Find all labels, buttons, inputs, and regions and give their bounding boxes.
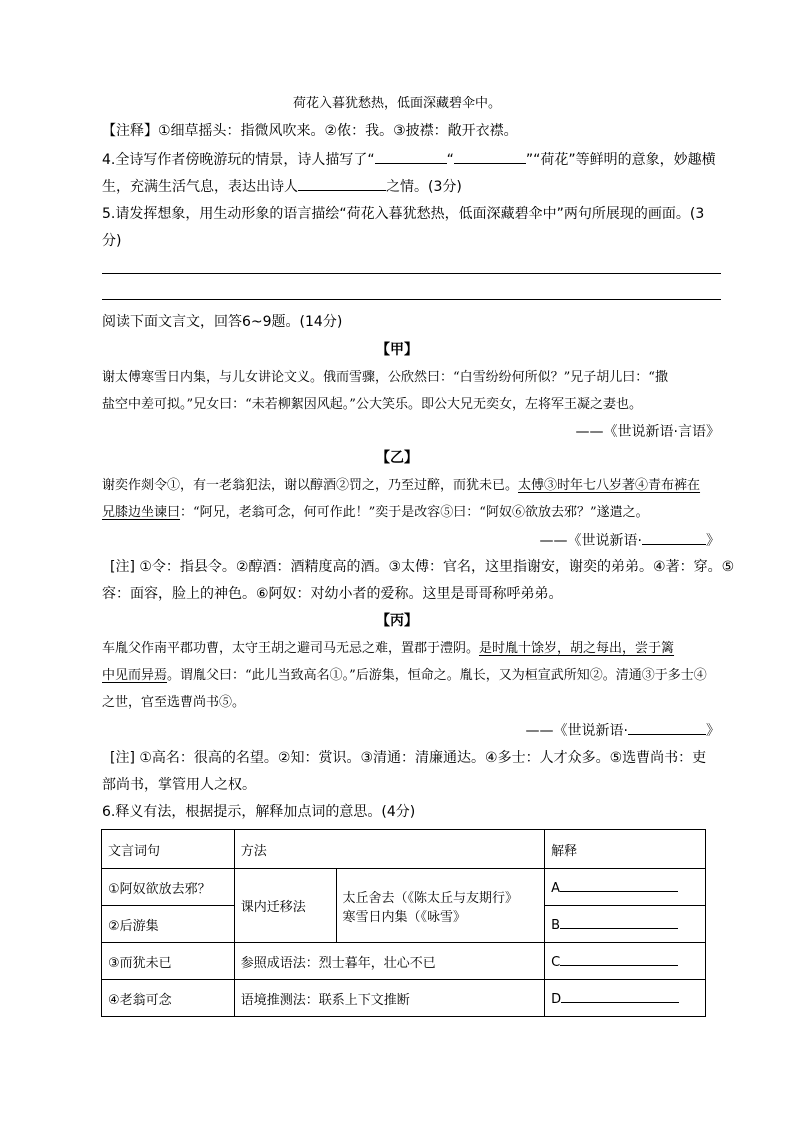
method-cell: 语境推测法：联系上下文推断: [234, 980, 544, 1017]
question-6-stem: 6.释义有法，根据提示，解释加点词的意思。(4分): [102, 804, 416, 820]
phrase-cell: ①阿奴欲放去邪？: [102, 869, 235, 906]
passage-bing-note1: [注] ①高名：很高的名望。②知：赏识。③清通：清廉通达。④多士：人才众多。⑤选曹尚书：吏: [110, 750, 707, 766]
q4-blank-3[interactable]: [298, 176, 386, 191]
answer-cell[interactable]: [545, 869, 706, 906]
table-row: [102, 980, 706, 1017]
q4-text-b: “: [446, 152, 454, 168]
phrase-cell: ②后游集: [102, 906, 235, 943]
q4-text-e: 之情。(3分): [386, 179, 462, 195]
passage-yi-note2: 容：面容，脸上的神色。⑥阿奴：对幼小者的爱称。这里是哥哥称呼弟弟。: [102, 586, 563, 602]
table-header-row: [102, 830, 706, 869]
answer-label: C: [551, 954, 561, 970]
transfer-example-2: 寒雪日内集（《咏雪》: [342, 909, 467, 925]
q4-blank-2[interactable]: [454, 149, 526, 164]
passage-jia-heading: 【甲】: [376, 342, 418, 358]
passage-jia-source: ——《世说新语·言语》: [575, 424, 720, 440]
bing-source-blank[interactable]: [628, 720, 706, 735]
answer-label: B: [551, 917, 560, 933]
reading-intro: 阅读下面文言文，回答6~9题。(14分): [102, 314, 343, 330]
bing-text-plain-1: 车胤父作南平郡功曹，太守王胡之避司马无忌之难，置郡于澧阴。: [102, 641, 480, 656]
transfer-example-1: 太丘舍去（《陈太丘与友期行》: [342, 890, 519, 906]
q4-text-c: ”“荷花”等鲜明的意象，妙趣横: [525, 152, 716, 168]
method-transfer-cell: 课内迁移法: [234, 869, 336, 943]
header-phrase: 文言词句: [102, 830, 235, 869]
answer-blank[interactable]: [560, 879, 678, 892]
header-explanation: 解释: [545, 830, 706, 869]
passage-bing-line2: [102, 666, 707, 686]
poem-line: 荷花入暮犹愁热，低面深藏碧伞中。: [292, 96, 501, 111]
passage-jia-line2: 盐空中差可拟。”兄女曰：“未若柳絮因风起。”公大笑乐。即公大兄无奕女，左将军王凝之妻也。: [102, 397, 642, 412]
answer-line-2[interactable]: [102, 299, 721, 300]
yi-underlined-sentence-1: 太傅③时年七八岁著④青布裤在: [518, 478, 701, 493]
yi-source-suffix: 》: [706, 533, 720, 549]
table-row: [102, 869, 706, 906]
passage-yi-source: [540, 530, 720, 551]
bing-text-plain-2: 。谓胤父曰：“此儿当致高名①。”后游集，恒命之。胤长，又为桓宣武所知②。清通③于多士④: [167, 668, 707, 683]
answer-cell[interactable]: [545, 980, 706, 1017]
transfer-example-cell: [336, 869, 545, 943]
bing-underlined-sentence-1: 是时胤十馀岁，胡之每出，尝于篱: [479, 641, 675, 656]
q4-text-d: 生，充满生活气息，表达出诗人: [102, 179, 298, 195]
table-row: [102, 943, 706, 980]
passage-bing-line1: [102, 639, 674, 659]
answer-label: A: [551, 880, 560, 896]
q4-blank-1[interactable]: [375, 149, 447, 164]
header-method: 方法: [234, 830, 544, 869]
yi-source-prefix: ——《世说新语·: [539, 533, 642, 549]
question-4-line2: [102, 176, 462, 197]
bing-source-suffix: 》: [706, 723, 720, 739]
yi-underlined-sentence-2: 兄膝边坐谏曰: [102, 505, 181, 520]
passage-jia-line1: 谢太傅寒雪日内集，与儿女讲论文义。俄而雪骤，公欣然曰：“白雪纷纷何所似？”兄子胡儿曰：“撒: [102, 370, 668, 385]
passage-yi-heading: 【乙】: [376, 450, 418, 466]
yi-source-blank[interactable]: [642, 530, 706, 545]
passage-yi-line2: [102, 503, 649, 523]
answer-blank[interactable]: [561, 990, 679, 1003]
passage-bing-note2: 部尚书，掌管用人之权。: [102, 777, 256, 793]
answer-label: D: [551, 991, 562, 1007]
question-6-table: [101, 829, 706, 1017]
passage-bing-line3: 之世，官至选曹尚书⑤。: [102, 695, 246, 710]
yi-text-plain-2: ：“阿兄，老翁可念，何可作此！”奕于是改容⑤曰：“阿奴⑥欲放去邪？”遂遣之。: [180, 505, 649, 520]
phrase-cell: ③而犹未已: [102, 943, 235, 980]
answer-cell[interactable]: [545, 906, 706, 943]
bing-underlined-sentence-2: 中见而异焉: [102, 668, 168, 683]
question-4-line1: [102, 149, 716, 170]
question-5-line2: 分): [102, 233, 122, 249]
method-cell: 参照成语法：烈士暮年，壮心不已: [234, 943, 544, 980]
poem-notes: 【注释】①细草摇头：指微风吹来。②侬：我。③披襟：敞开衣襟。: [102, 123, 518, 139]
yi-text-plain-1: 谢奕作剡令①，有一老翁犯法，谢以醇酒②罚之，乃至过醉，而犹未已。: [102, 478, 519, 493]
passage-bing-heading: 【丙】: [376, 613, 418, 629]
answer-line-1[interactable]: [102, 273, 721, 274]
answer-blank[interactable]: [560, 916, 678, 929]
passage-yi-note1: [注] ①令：指县令。②醇酒：酒精度高的酒。③太傅：官名，这里指谢安，谢奕的弟弟。④著：穿。⑤: [110, 559, 735, 575]
question-5-line1: 5.请发挥想象，用生动形象的语言描绘“荷花入暮犹愁热，低面深藏碧伞中”两句所展现的画面。(3: [102, 206, 705, 222]
passage-bing-source: [526, 720, 720, 741]
answer-cell[interactable]: [545, 943, 706, 980]
phrase-cell: ④老翁可念: [102, 980, 235, 1017]
q4-text-a: 4.全诗写作者傍晚游玩的情景，诗人描写了“: [102, 152, 375, 168]
answer-blank[interactable]: [560, 953, 678, 966]
bing-source-prefix: ——《世说新语·: [525, 723, 628, 739]
passage-yi-line1: [102, 476, 700, 496]
